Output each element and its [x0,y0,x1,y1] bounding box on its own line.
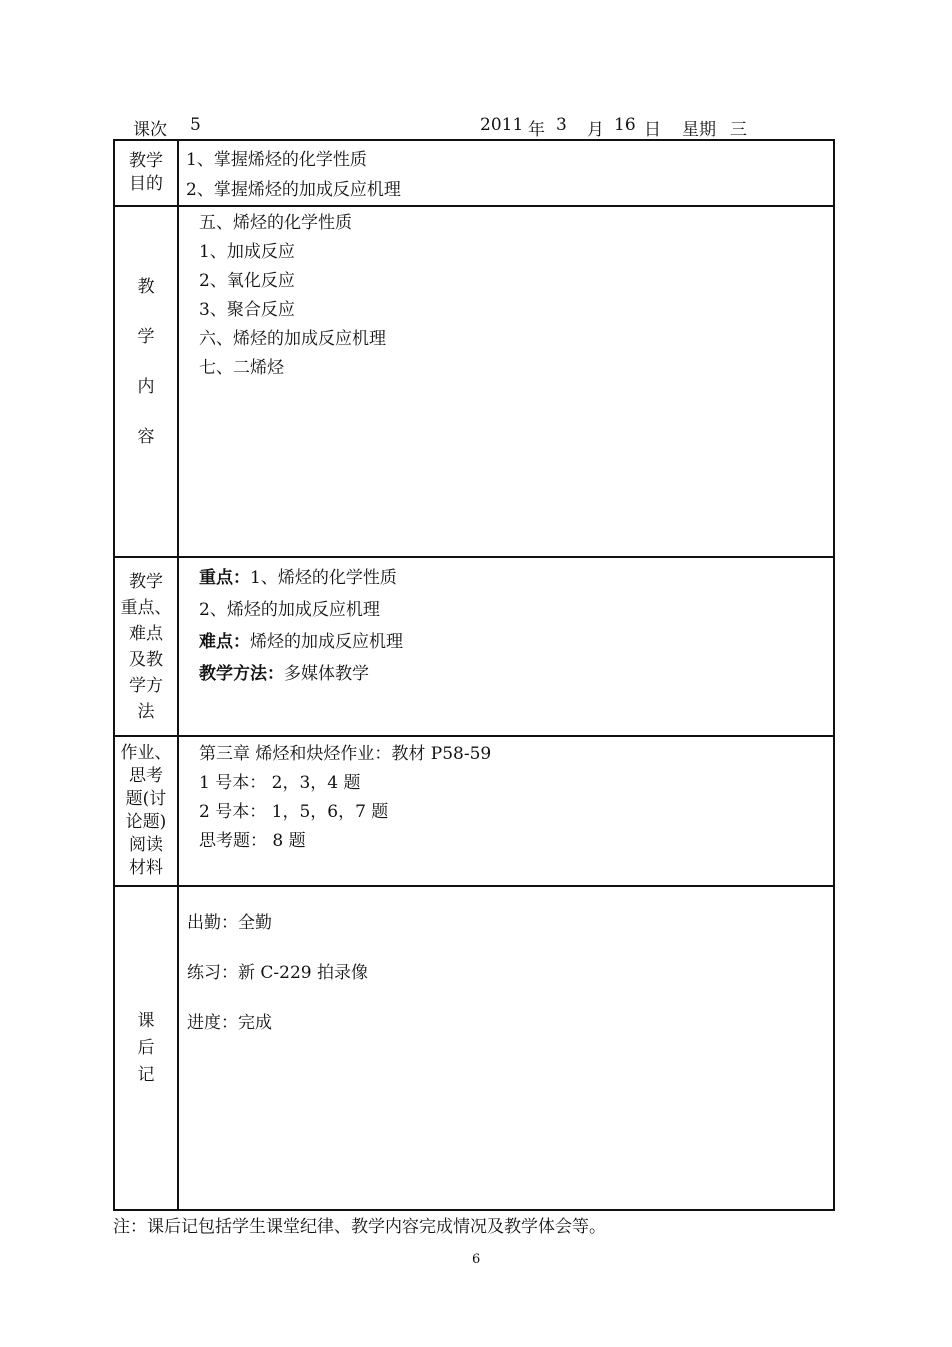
date-month-unit: 月 [587,120,604,140]
homework-item: 2 号本： 1，5，6，7 题 [199,802,389,822]
homework-item: 第三章 烯烃和炔烃作业：教材 P58-59 [199,744,492,764]
date-year: 2011 [480,115,524,135]
weekday-label: 星期 [682,120,716,140]
date-year-unit: 年 [528,120,545,140]
key-item: 1、烯烃的化学性质 [250,568,397,588]
content-item: 2、氧化反应 [199,271,295,291]
page-number: 6 [472,1252,481,1267]
homework-label: 作业、 思考 题(讨 论题) 阅读 材料 [114,736,178,886]
lesson-label: 课次 [133,120,167,140]
footer-note: 注：课后记包括学生课堂纪律、教学内容完成情况及教学体会等。 [113,1217,606,1237]
weekday-value: 三 [730,120,747,140]
date-day: 16 [614,115,636,135]
notes-item: 练习：新 C-229 拍录像 [187,963,369,983]
lesson-number: 5 [190,115,201,135]
content-item: 五、烯烃的化学性质 [199,213,352,233]
date-month: 3 [556,115,567,135]
objective-item: 1、掌握烯烃的化学性质 [186,150,367,170]
content-cell [178,206,834,557]
objectives-cell [178,140,834,206]
notes-cell [178,886,834,1210]
lesson-plan-table [113,139,835,1211]
key-points-row [114,557,834,736]
objectives-label: 教学 目的 [114,140,178,206]
homework-item: 1 号本： 2，3，4 题 [199,773,361,793]
notes-row [114,886,834,1210]
notes-label: 课 后 记 [114,886,178,1210]
key-points-label: 教学 重点、 难点 及教 学方 法 [114,557,178,736]
objectives-row [114,140,834,206]
notes-item: 出勤：全勤 [187,913,272,933]
content-item: 七、二烯烃 [199,358,284,378]
difficult-value: 烯烃的加成反应机理 [250,632,403,652]
content-item: 3、聚合反应 [199,300,295,320]
homework-cell [178,736,834,886]
difficult-line [199,626,833,658]
key-points-cell [178,557,834,736]
objective-item: 2、掌握烯烃的加成反应机理 [186,180,401,200]
method-label: 教学方法： [199,664,284,684]
content-row [114,206,834,557]
method-line [199,658,833,690]
date-day-unit: 日 [644,120,661,140]
key-label: 重点： [199,568,250,588]
method-value: 多媒体教学 [284,664,369,684]
difficult-label: 难点： [199,632,250,652]
notes-item: 进度：完成 [187,1013,272,1033]
key-point-line [199,562,833,594]
key-item: 2、烯烃的加成反应机理 [199,600,380,620]
content-label: 教 学 内 容 [114,206,178,557]
homework-item: 思考题： 8 题 [199,831,306,851]
homework-row [114,736,834,886]
content-item: 六、烯烃的加成反应机理 [199,329,386,349]
content-item: 1、加成反应 [199,242,295,262]
